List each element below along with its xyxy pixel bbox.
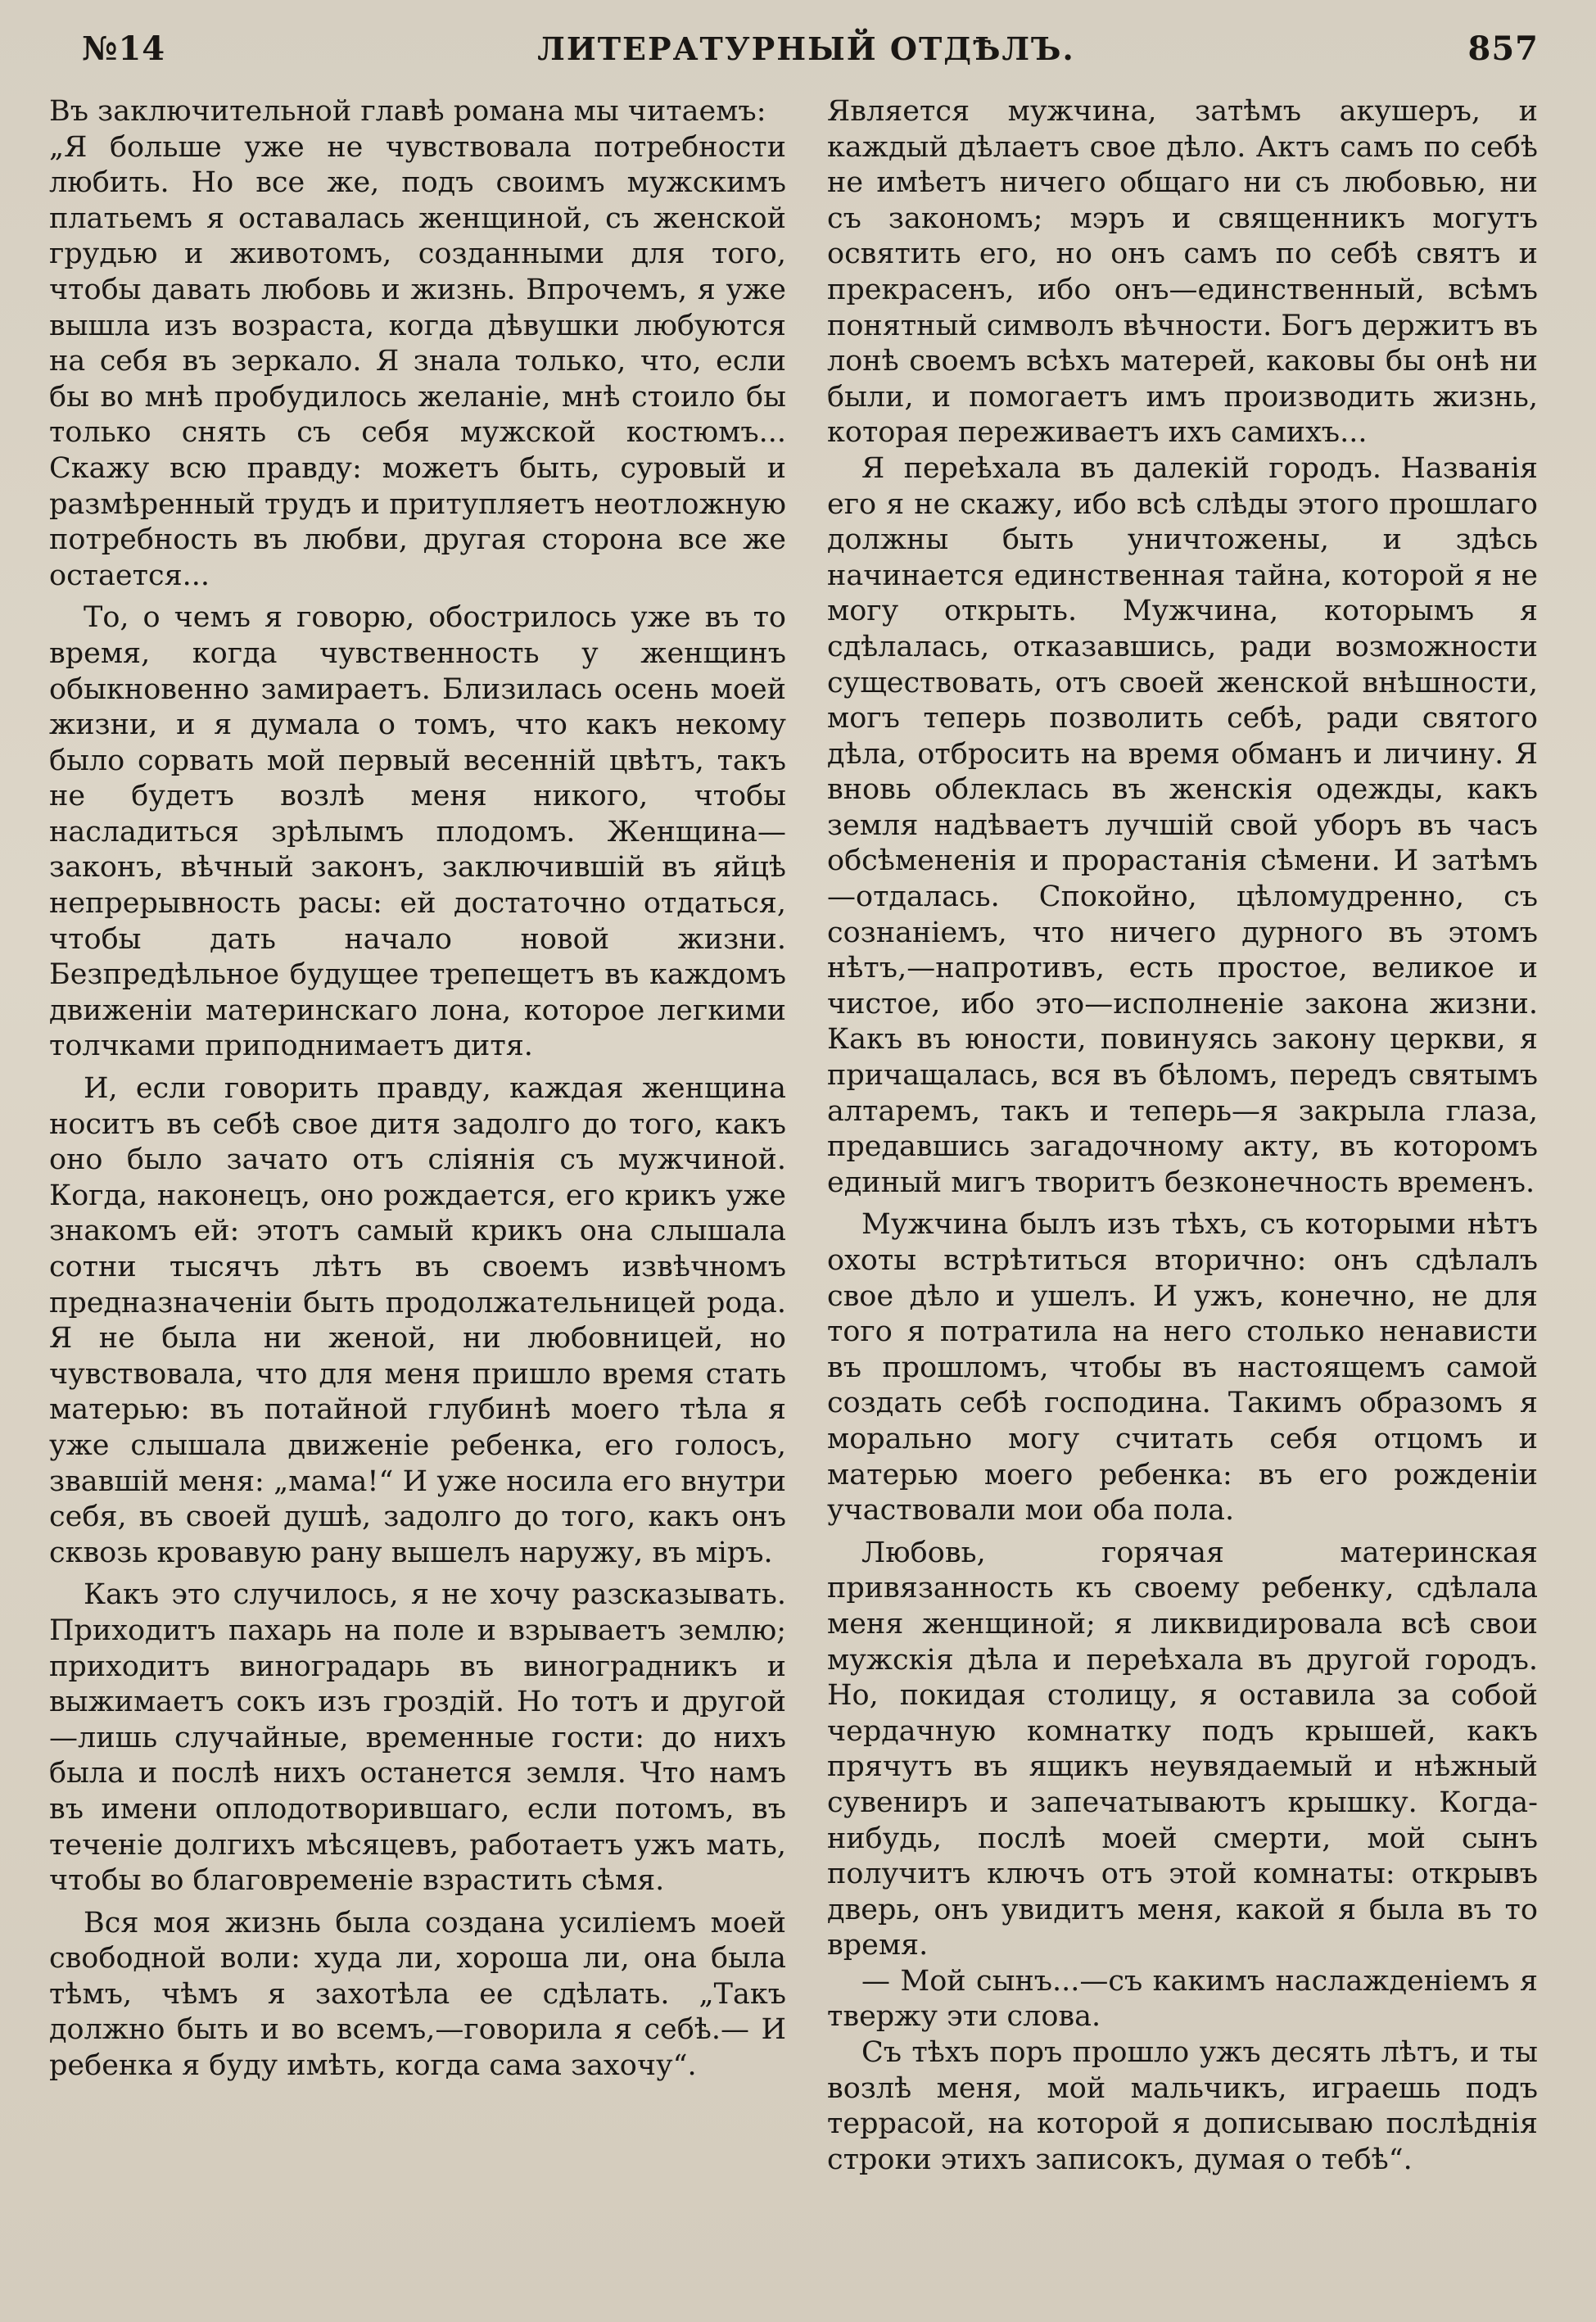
paragraph: Какъ это случилось, я не хочу разсказывать. Приходитъ пахарь на поле и взрываетъ землю; приходитъ виноградарь въ виноградникъ и выжимаетъ сокъ изъ гроздій. Но тотъ и другой—лишь случайные, временные гости: до нихъ была и послѣ нихъ останется земля. Что намъ въ имени оплодотворившаго, если потомъ, въ теченіе долгихъ мѣсяцевъ, работаетъ ужъ мать, чтобы во благовременіе взрастить сѣмя.: [49, 1578, 786, 1898]
paragraph: Мужчина былъ изъ тѣхъ, съ которыми нѣтъ охоты встрѣтиться вторично: онъ сдѣлалъ свое дѣло и ушелъ. И ужъ, конечно, не для того я потратила на него столько ненависти въ прошломъ, чтобы въ настоящемъ самой создать себѣ господина. Такимъ образомъ я морально могу считать себя отцомъ и матерью моего ребенка: въ его рожденіи участвовали мои оба пола.: [827, 1208, 1538, 1528]
page-header: [74, 25, 1539, 74]
paragraph: И, если говорить правду, каждая женщина носитъ въ себѣ свое дитя задолго до того, какъ оно было зачато отъ слiянiя съ мужчиной. Когда, наконецъ, оно рождается, его крикъ уже знакомъ ей: этотъ самый крикъ она слышала сотни тысячъ лѣтъ въ своемъ извѣчномъ предназначеніи быть продолжательницей рода. Я не была ни женой, ни любовницей, но чувствовала, что для меня пришло время стать матерью: въ потайной глубинѣ моего тѣла я уже слышала движеніе ребенка, его голосъ, звавшій меня: „мама!“ И уже носила его внутри себя, въ своей душѣ, задолго до того, какъ онъ сквозь кровавую рану вышелъ наружу, въ міръ.: [49, 1072, 786, 1569]
paragraph: — Мой сынъ...—съ какимъ наслажденіемъ я твержу эти слова.: [827, 1964, 1538, 2034]
paragraph: „Я больше уже не чувствовала потребности любить. Но все же, подъ своимъ мужскимъ платьемъ я оставалась женщиной, съ женской грудью и животомъ, созданными для того, чтобы давать любовь и жизнь. Впрочемъ, я уже вышла изъ возраста, когда дѣвушки любуются на себя въ зеркало. Я знала только, что, если бы во мнѣ пробудилось желаніе, мнѣ стоило бы только снять съ себя мужской костюмъ... Скажу всю правду: можетъ быть, суровый и размѣренный трудъ и притупляетъ неотложную потребность въ любви, другая сторона все же остается...: [49, 130, 786, 592]
paragraph: Является мужчина, затѣмъ акушеръ, и каждый дѣлаетъ свое дѣло. Актъ самъ по себѣ не имѣетъ ничего общаго ни съ любовью, ни съ закономъ; мэръ и священникъ могутъ освятить его, но онъ самъ по себѣ святъ и прекрасенъ, ибо онъ—единственный, всѣмъ понятный символъ вѣчности. Богъ держитъ въ лонѣ своемъ всѣхъ матерей, каковы бы онѣ ни были, и помогаетъ имъ производить жизнь, которая переживаетъ ихъ самихъ...: [827, 95, 1538, 450]
page-number: 857: [1467, 29, 1539, 68]
issue-number: №14: [82, 29, 166, 68]
paragraph: Я переѣхала въ далекій городъ. Названія его я не скажу, ибо всѣ слѣды этого прошлаго должны быть уничтожены, и здѣсь начинается единственная тайна, которой я не могу открыть. Мужчина, которымъ я сдѣлалась, отказавшись, ради возможности существовать, отъ своей женской внѣшности, могъ теперь позволить себѣ, ради святого дѣла, отбросить на время обманъ и личину. Я вновь облеклась въ женскія одежды, какъ земля надѣваетъ лучшій свой уборъ въ часъ обсѣмененія и прорастанія сѣмени. И затѣмъ—отдалась. Спокойно, цѣломудренно, съ сознаніемъ, что ничего дурного въ этомъ нѣтъ,—напротивъ, есть простое, великое и чистое, ибо это—исполненіе закона жизни. Какъ въ юности, повинуясь закону церкви, я причащалась, вся въ бѣломъ, передъ святымъ алтаремъ, такъ и теперь—я закрыла глаза, предавшись загадочному акту, въ которомъ единый мигъ творитъ безконечность временъ.: [827, 451, 1538, 1199]
paragraph: То, о чемъ я говорю, обострилось уже въ то время, когда чувственность у женщинъ обыкновенно замираетъ. Близилась осень моей жизни, и я думала о томъ, что какъ некому было сорвать мой первый весенній цвѣтъ, такъ не будетъ возлѣ меня никого, чтобы насладиться зрѣлымъ плодомъ. Женщина—законъ, вѣчный законъ, заключившій въ яйцѣ непрерывность расы: ей достаточно отдаться, чтобы дать начало новой жизни. Безпредѣльное будущее трепещетъ въ каждомъ движеніи материнскаго лона, которое легкими толчками приподнимаетъ дитя.: [49, 601, 786, 1063]
section-title: ЛИТЕРАТУРНЫЙ ОТДѢЛЪ.: [537, 30, 1075, 67]
paragraph: Любовь, горячая материнская привязанность къ своему ребенку, сдѣлала меня женщиной; я ликвидировала всѣ свои мужскія дѣла и переѣхала въ другой городъ. Но, покидая столицу, я оставила за собой чердачную комнатку подъ крышей, какъ прячутъ въ ящикъ неувядаемый и нѣжный сувениръ и запечатываютъ крышку. Когда-нибудь, послѣ моей смерти, мой сынъ получитъ ключъ отъ этой комнаты: открывъ дверь, онъ увидитъ меня, какой я была въ то время.: [827, 1536, 1538, 1962]
right-column: [827, 94, 1538, 2178]
paragraph: Въ заключительной главѣ романа мы читаемъ:: [49, 95, 766, 128]
left-column: [49, 94, 786, 2084]
paragraph: Вся моя жизнь была создана усиліемъ моей свободной воли: худа ли, хороша ли, она была тѣмъ, чѣмъ я захотѣла ее сдѣлать. „Такъ должно быть и во всемъ,—говорила я себѣ.— И ребенка я буду имѣть, когда сама захочу“.: [49, 1906, 786, 2083]
paragraph: Съ тѣхъ поръ прошло ужъ десять лѣтъ, и ты возлѣ меня, мой мальчикъ, играешь подъ террасой, на которой я дописываю послѣднія строки этихъ записокъ, думая о тебѣ“.: [827, 2036, 1538, 2176]
